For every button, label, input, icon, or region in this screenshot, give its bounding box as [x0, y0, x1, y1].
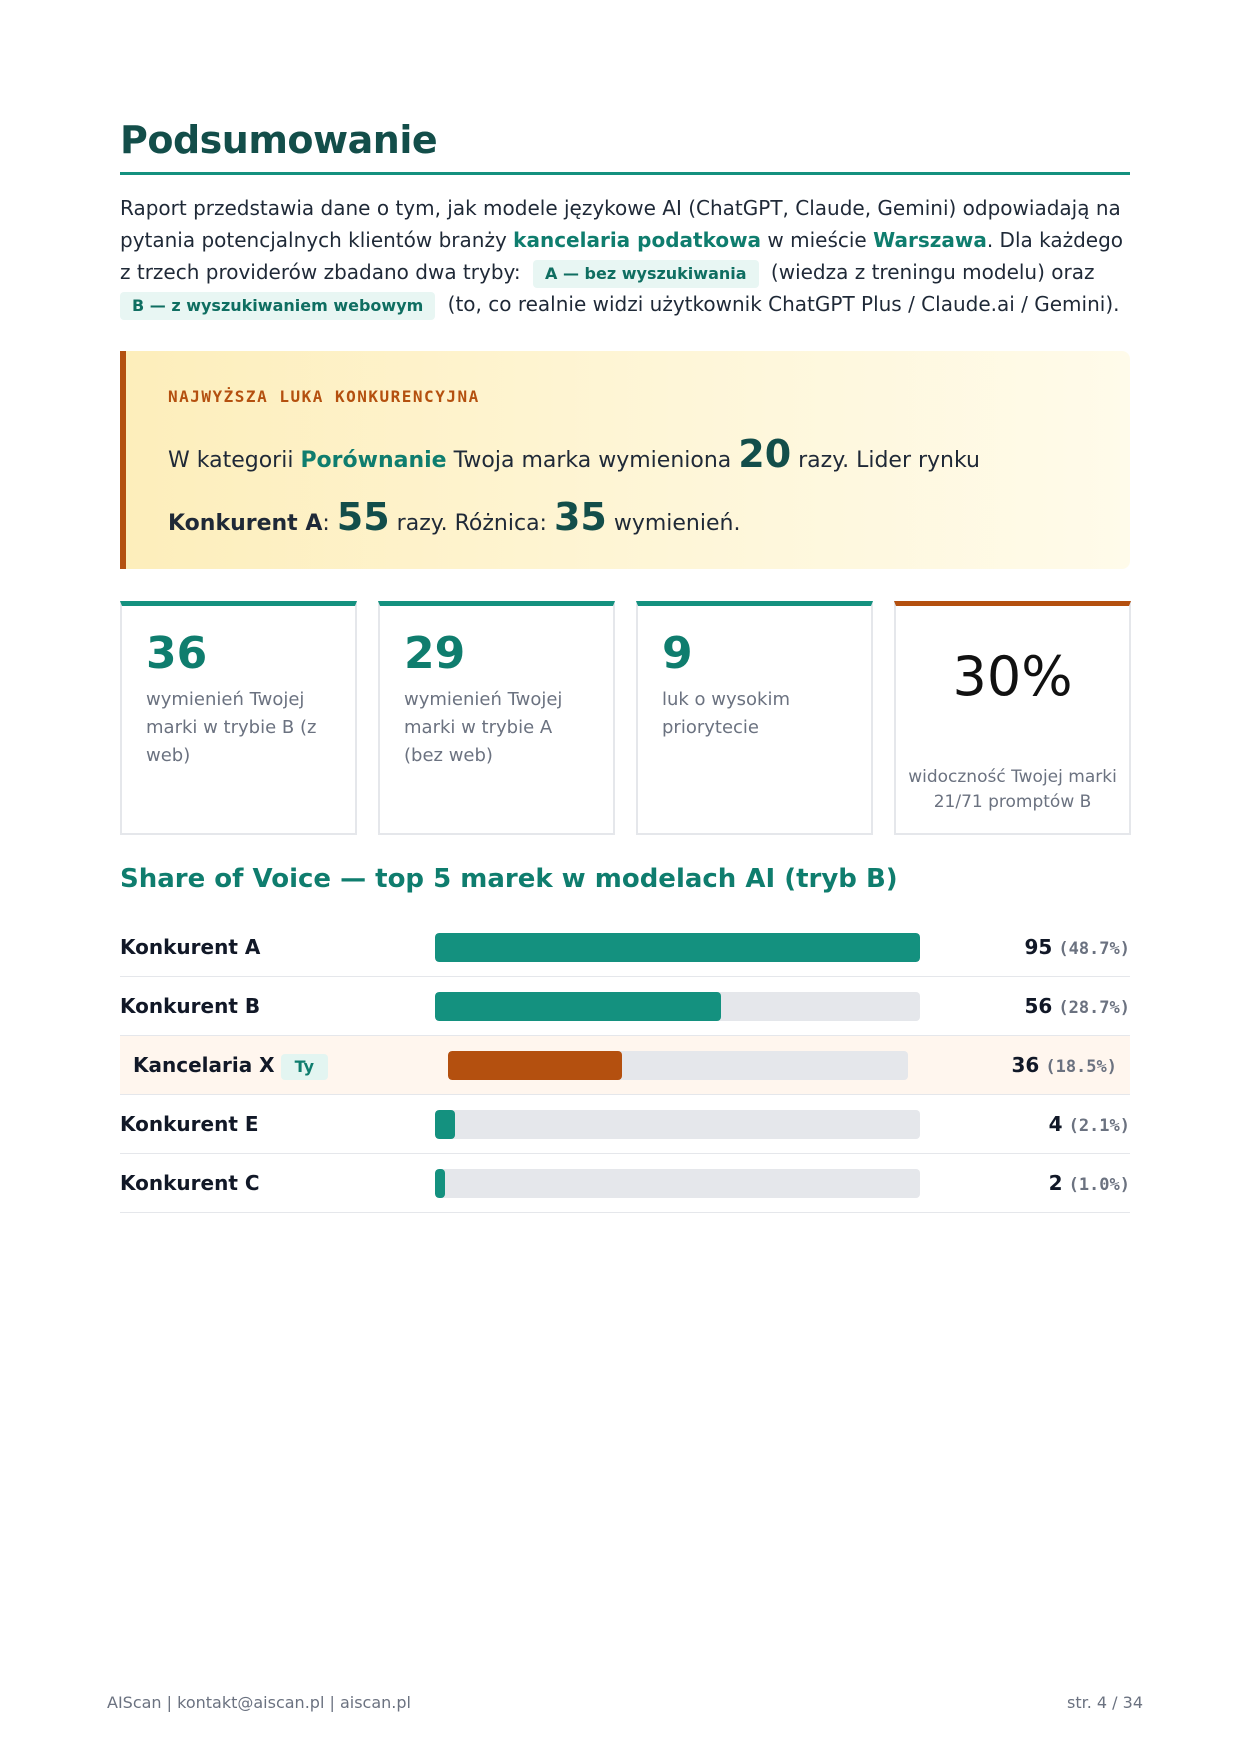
- mention-count: 95: [1024, 935, 1053, 959]
- mode-b-badge: B — z wyszukiwaniem webowym: [120, 292, 435, 320]
- sov-row: [120, 1095, 1130, 1154]
- mention-share: (1.0%): [1068, 1175, 1130, 1195]
- stat-value: 29: [404, 628, 466, 679]
- mention-count: 36: [1011, 1053, 1040, 1077]
- competitive-gap-callout: [120, 351, 1130, 569]
- stat-card-visibility: [894, 601, 1131, 835]
- stat-card-mentions-b: [120, 601, 357, 835]
- sov-bar: [435, 992, 721, 1021]
- mode-a-badge: A — bez wyszukiwania: [533, 260, 759, 288]
- callout-text-part: Twoja marka wymieniona: [446, 448, 739, 473]
- intro-text: Raport przedstawia dane o tym, jak modele językowe AI (ChatGPT, Claude, Gemini) odpowiadają na pytania potencjalnych klientów branży: [120, 196, 1121, 252]
- you-badge: Ty: [281, 1054, 328, 1080]
- intro-text: (to, co realnie widzi użytkownik ChatGPT Plus / Claude.ai / Gemini).: [441, 292, 1120, 316]
- sov-bar-track: [435, 992, 920, 1021]
- stat-label: wymienień Twojej marki w trybie B (z web): [146, 689, 317, 766]
- sov-value: [1025, 977, 1131, 1038]
- sov-bar: [448, 1051, 622, 1080]
- brand-name-text: Konkurent B: [120, 994, 261, 1018]
- page-title: Podsumowanie: [120, 118, 1130, 175]
- brand-name: [120, 977, 260, 1036]
- stats-cards: [120, 601, 1130, 835]
- intro-text: w mieście: [761, 228, 874, 252]
- intro-text: (wiedza z treningu modelu) oraz: [764, 260, 1095, 284]
- stat-value: 36: [146, 628, 208, 679]
- callout-category: Porównanie: [300, 448, 447, 473]
- mention-share: (2.1%): [1068, 1116, 1130, 1136]
- stat-value: 30%: [952, 645, 1073, 708]
- callout-text-part: razy. Różnica:: [389, 511, 554, 536]
- sov-row: [120, 1154, 1130, 1213]
- sov-row: [120, 977, 1130, 1036]
- sov-row: [120, 918, 1130, 977]
- stat-label: wymienień Twojej marki w trybie A (bez web): [404, 689, 563, 766]
- sov-bar: [435, 933, 920, 962]
- brand-name-text: Konkurent A: [120, 935, 261, 959]
- stat-card-high-priority-gaps: [636, 601, 873, 835]
- brand-name-text: Konkurent C: [120, 1171, 260, 1195]
- intro-paragraph: [120, 192, 1130, 320]
- sov-bar: [435, 1169, 445, 1198]
- callout-diff: 35: [553, 495, 607, 539]
- callout-text-part: :: [322, 511, 337, 536]
- share-of-voice-table: [120, 918, 1130, 1213]
- mention-count: 56: [1024, 994, 1053, 1018]
- stat-label: luk o wysokim priorytecie: [662, 689, 791, 738]
- brand-name: [120, 1095, 259, 1154]
- city-highlight: Warszawa: [873, 228, 987, 252]
- intro-text: . Dla każdego z trzech providerów zbadano dwa tryby:: [120, 228, 1124, 284]
- stat-value: 9: [662, 628, 693, 679]
- stat-label: widoczność Twojej marki 21/71 promptów B: [908, 767, 1117, 812]
- callout-your-count: 20: [738, 432, 792, 476]
- sov-bar: [435, 1110, 455, 1139]
- callout-leader: Konkurent A: [168, 511, 323, 536]
- sov-bar-track: [448, 1051, 908, 1080]
- sov-bar-track: [435, 933, 920, 962]
- sov-bar-track: [435, 1169, 920, 1198]
- sov-row: [120, 1036, 1130, 1095]
- sov-bar-track: [435, 1110, 920, 1139]
- share-of-voice-title: Share of Voice — top 5 marek w modelach AI (tryb B): [120, 864, 898, 894]
- sov-value: [1012, 1036, 1118, 1097]
- industry-highlight: kancelaria podatkowa: [513, 228, 762, 252]
- callout-label: NAJWYŻSZA LUKA KONKURENCYJNA: [168, 387, 480, 406]
- mention-share: (48.7%): [1058, 939, 1130, 959]
- callout-text-part: wymienień.: [606, 511, 741, 536]
- mention-share: (28.7%): [1058, 998, 1130, 1018]
- stat-card-mentions-a: [378, 601, 615, 835]
- brand-name: [120, 1154, 260, 1213]
- callout-text: [168, 426, 1090, 552]
- brand-name: [133, 1036, 328, 1095]
- mention-share: (18.5%): [1045, 1057, 1117, 1077]
- brand-name: [120, 918, 260, 977]
- mention-count: 4: [1048, 1112, 1063, 1136]
- callout-leader-count: 55: [336, 495, 390, 539]
- sov-value: [1049, 1095, 1130, 1156]
- footer-contact: AIScan | kontakt@aiscan.pl | aiscan.pl: [107, 1693, 411, 1712]
- brand-name-text: Kancelaria X: [133, 1053, 275, 1077]
- callout-text-part: W kategorii: [168, 448, 301, 473]
- callout-text-part: razy. Lider rynku: [791, 448, 980, 473]
- page-number: str. 4 / 34: [1067, 1693, 1143, 1712]
- brand-name-text: Konkurent E: [120, 1112, 259, 1136]
- sov-value: [1049, 1154, 1130, 1215]
- sov-value: [1025, 918, 1131, 979]
- mention-count: 2: [1048, 1171, 1063, 1195]
